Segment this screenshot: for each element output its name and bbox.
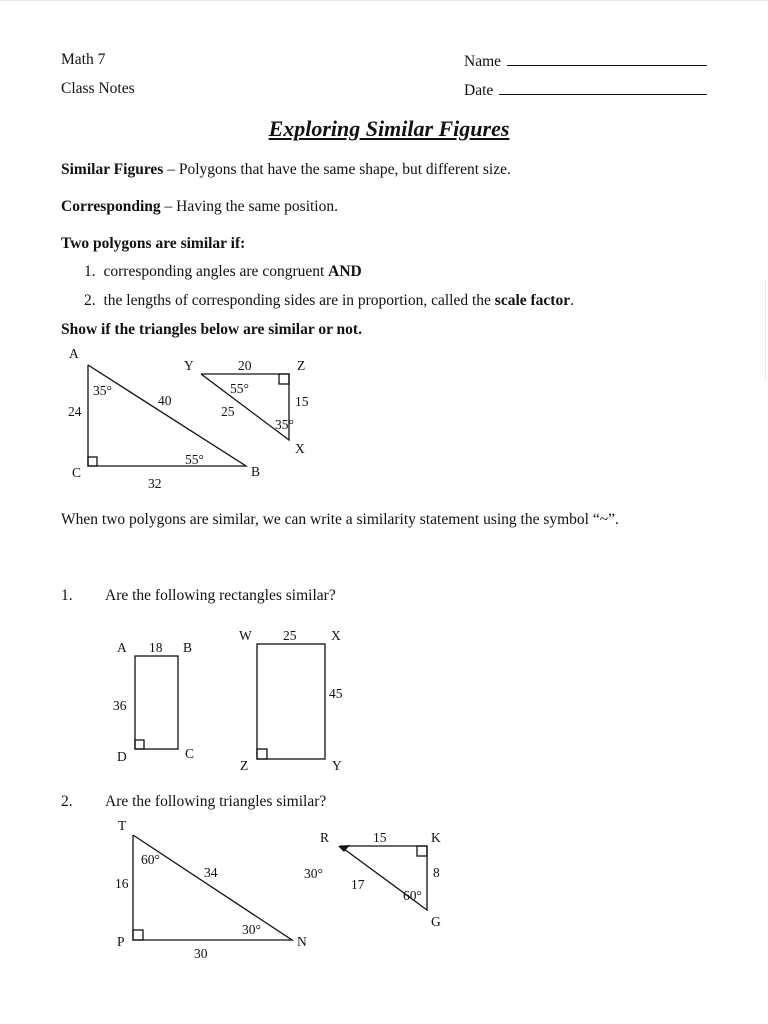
rectangle-wxyz <box>239 628 343 773</box>
triangle-rkg <box>304 830 441 929</box>
show-prompt: Show if the triangles below are similar or not. <box>61 321 362 338</box>
vertex-k-label: K <box>431 830 441 845</box>
rect-vertex-d-label: D <box>117 749 127 764</box>
side-cb-label: 32 <box>148 476 162 491</box>
course-label: Math 7 <box>61 51 106 68</box>
angle-t-label: 60° <box>141 852 160 867</box>
vertex-c-label: C <box>72 465 82 480</box>
vertex-a-label: A <box>69 346 79 361</box>
side-ab-label: 40 <box>158 393 172 408</box>
definition-corresponding-text: – Having the same position. <box>160 198 338 215</box>
angle-a-label: 35° <box>93 383 112 398</box>
side-zx-label: 15 <box>295 394 309 409</box>
vertex-t-label: T <box>118 818 127 833</box>
conditions-heading: Two polygons are similar if: <box>61 235 246 252</box>
side-rk-label: 15 <box>373 830 387 845</box>
definition-similar-text: – Polygons that have the same shape, but different size. <box>163 161 511 178</box>
date-label: Date <box>464 82 494 99</box>
condition-1-bold: AND <box>328 263 362 280</box>
similarity-statement: When two polygons are similar, we can write a similarity statement using the symbol “~”. <box>61 511 619 528</box>
name-label: Name <box>464 53 502 70</box>
rectangle-abcd <box>113 640 194 764</box>
angle-y-label: 55° <box>230 381 249 396</box>
rectangle-wxyz-right-angle-mark <box>257 749 267 759</box>
question-2-number: 2. <box>61 793 73 810</box>
question-1-text: Are the following rectangles similar? <box>105 587 336 604</box>
side-ac-label: 24 <box>68 404 82 419</box>
triangle-rkg-right-angle-mark <box>417 846 427 856</box>
vertex-y-label: Y <box>184 358 194 373</box>
condition-1-number: 1. <box>84 263 96 280</box>
angle-b-label: 55° <box>185 452 204 467</box>
side-yx-label: 25 <box>221 404 235 419</box>
condition-2-end: . <box>570 292 574 309</box>
angle-g-label: 60° <box>403 888 422 903</box>
side-yz-label: 20 <box>238 358 252 373</box>
side-rg-label: 17 <box>351 877 365 892</box>
vertex-n-label: N <box>297 934 307 949</box>
vertex-g-label: G <box>431 914 441 929</box>
term-corresponding: Corresponding <box>61 198 161 215</box>
triangle-xyz <box>184 358 309 456</box>
vertex-r-label: R <box>320 830 330 845</box>
question-2-text: Are the following triangles similar? <box>105 793 327 810</box>
question-1-number: 1. <box>61 587 73 604</box>
vertex-b-label: B <box>251 464 261 479</box>
rect-side-top-label: 18 <box>149 640 163 655</box>
triangle-tpn-sides <box>133 835 292 940</box>
rect-vertex-a-label: A <box>117 640 127 655</box>
condition-2-bold: scale factor <box>494 292 571 309</box>
rect-vertex-y-label: Y <box>332 758 342 773</box>
vertex-r-arrow-mark <box>338 845 350 852</box>
rect-vertex-x-label: X <box>331 628 341 643</box>
rectangle-wxyz-sides <box>257 644 325 759</box>
rect-side-left-label: 36 <box>113 698 127 713</box>
side-kg-label: 8 <box>433 865 440 880</box>
rectangle-abcd-sides <box>135 656 178 749</box>
rect2-side-right-label: 45 <box>329 686 343 701</box>
vertex-p-label: P <box>117 934 125 949</box>
rect2-side-top-label: 25 <box>283 628 297 643</box>
rect-vertex-b-label: B <box>183 640 193 655</box>
triangle-tpn <box>115 818 307 961</box>
triangle-abc-right-angle-mark <box>88 457 97 466</box>
page-title: Exploring Similar Figures <box>268 116 510 141</box>
triangle-tpn-right-angle-mark <box>133 930 143 940</box>
triangle-xyz-right-angle-mark <box>279 374 289 384</box>
condition-2-text: the lengths of corresponding sides are in proportion, called the <box>103 292 495 309</box>
rectangle-abcd-right-angle-mark <box>135 740 144 749</box>
rect-vertex-z-label: Z <box>240 758 249 773</box>
angle-r-label: 30° <box>304 866 323 881</box>
rect-vertex-w-label: W <box>239 628 252 643</box>
side-tp-label: 16 <box>115 876 129 891</box>
side-tn-label: 34 <box>204 865 218 880</box>
vertex-x-label: X <box>295 441 305 456</box>
rect-vertex-c-label: C <box>185 746 195 761</box>
term-similar: Similar Figures <box>61 161 164 178</box>
vertex-z-label: Z <box>297 358 306 373</box>
notes-label: Class Notes <box>61 80 135 97</box>
condition-1-text: corresponding angles are congruent <box>103 263 329 280</box>
condition-2-number: 2. <box>84 292 96 309</box>
side-pn-label: 30 <box>194 946 208 961</box>
angle-n-label: 30° <box>242 922 261 937</box>
angle-x-label: 35° <box>275 417 294 432</box>
